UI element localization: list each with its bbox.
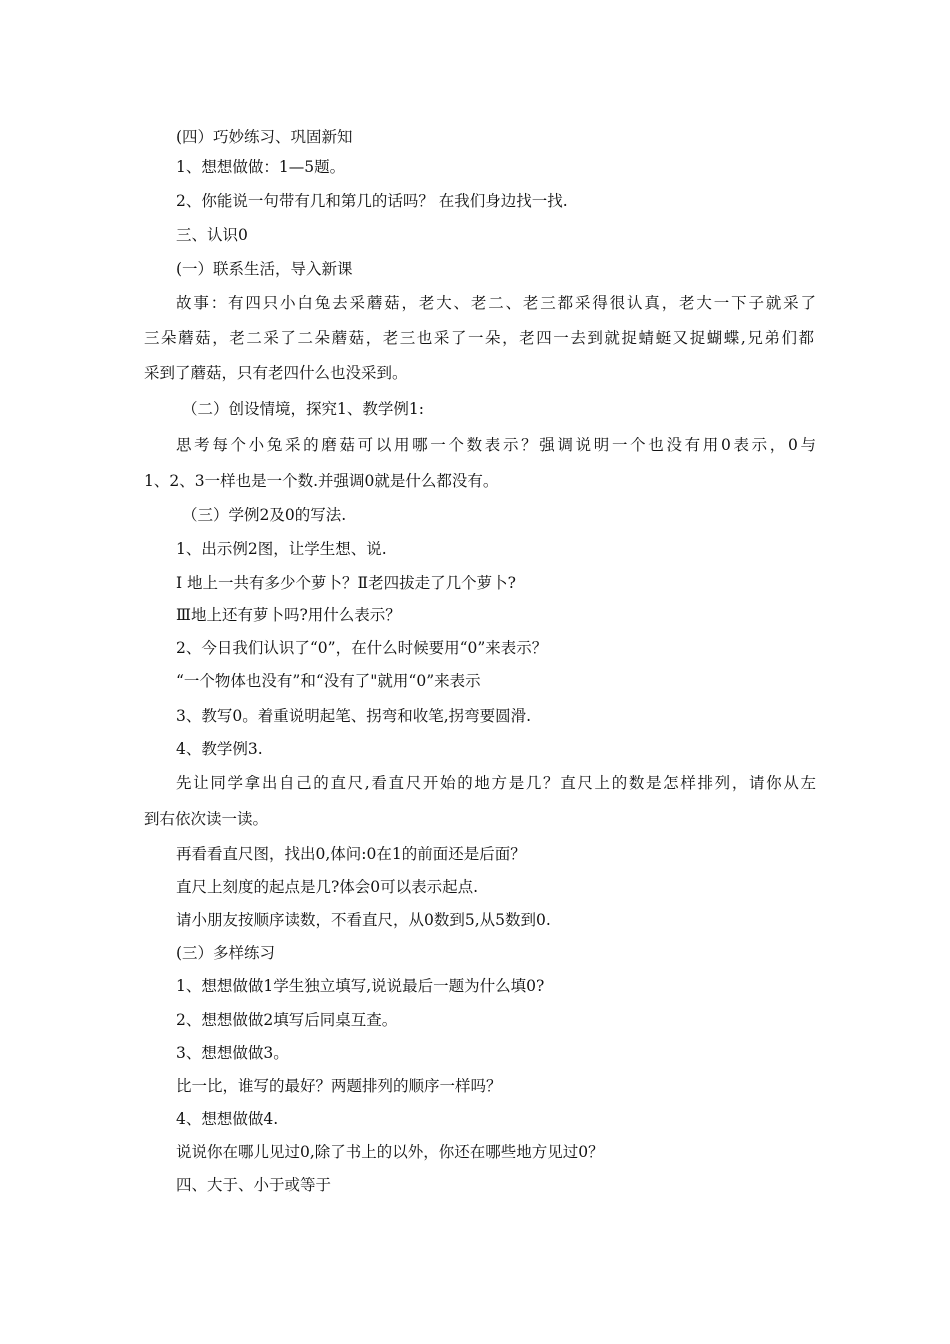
section-heading: 四、大于、小于或等于	[176, 1176, 332, 1194]
paragraph-line: 直尺上刻度的起点是几?体会0可以表示起点.	[176, 878, 479, 896]
section-heading: (一）联系生活，导入新课	[176, 260, 353, 278]
paragraph-line: 再看看直尺图，找出0,体问:0在1的前面还是后面？	[176, 845, 526, 863]
paragraph-line: 比一比，谁写的最好？两题排列的顺序一样吗？	[176, 1077, 502, 1095]
section-heading: (三）多样练习	[176, 944, 276, 962]
paragraph-line: 1、想想做做1学生独立填写,说说最后一题为什么填0?	[176, 977, 545, 995]
paragraph-line: Ⅰ 地上一共有多少个萝卜？Ⅱ老四拔走了几个萝卜?	[176, 574, 516, 592]
paragraph-line: Ⅲ地上还有萝卜吗?用什么表示？	[176, 606, 401, 624]
paragraph-line: 3、教写0。着重说明起笔、拐弯和收笔,拐弯要圆滑.	[176, 707, 532, 725]
paragraph-line: 说说你在哪儿见过0,除了书上的以外，你还在哪些地方见过0？	[176, 1143, 604, 1161]
section-heading: （二）创设情境，探究1、教学例1:	[182, 400, 424, 418]
paragraph-line: 三朵蘑菇，老二采了二朵蘑菇，老三也采了一朵，老四一去到就捉蜻蜓又捉蝴蝶,兄弟们都	[144, 329, 814, 347]
section-heading: 三、认识0	[176, 226, 248, 244]
paragraph-line: 请小朋友按顺序读数，不看直尺，从0数到5,从5数到0.	[176, 911, 551, 929]
paragraph-line: 4、教学例3.	[176, 740, 263, 758]
paragraph-line: 4、想想做做4.	[176, 1110, 279, 1128]
section-heading: (四）巧妙练习、巩固新知	[176, 128, 353, 146]
paragraph-line: 2、想想做做2填写后同桌互查。	[176, 1011, 398, 1029]
paragraph-line: 2、今日我们认识了“0”，在什么时候要用“0”来表示？	[176, 639, 548, 657]
paragraph-line: 故事：有四只小白兔去采蘑菇，老大、老二、老三都采得很认真，老大一下子就采了	[176, 294, 816, 312]
paragraph-line: 采到了蘑菇，只有老四什么也没采到。	[144, 364, 408, 382]
paragraph-line: 1、2、3一样也是一个数.并强调0就是什么都没有。	[144, 472, 499, 490]
paragraph-line: 2、你能说一句带有几和第几的话吗？ 在我们身边找一找.	[176, 192, 568, 210]
paragraph-line: 3、想想做做3。	[176, 1044, 289, 1062]
section-heading: （三）学例2及0的写法.	[182, 506, 347, 524]
paragraph-line: 到右依次读一读。	[144, 810, 269, 828]
paragraph-line: “一个物体也没有”和“没有了"就用“0”来表示	[176, 672, 481, 690]
paragraph-line: 1、出示例2图，让学生想、说.	[176, 540, 387, 558]
paragraph-line: 先让同学拿出自己的直尺,看直尺开始的地方是几？直尺上的数是怎样排列，请你从左	[176, 774, 816, 792]
paragraph-line: 1、想想做做：1—5题。	[176, 158, 346, 176]
paragraph-line: 思考每个小兔采的磨菇可以用哪一个数表示？强调说明一个也没有用0表示，0与	[176, 436, 816, 454]
